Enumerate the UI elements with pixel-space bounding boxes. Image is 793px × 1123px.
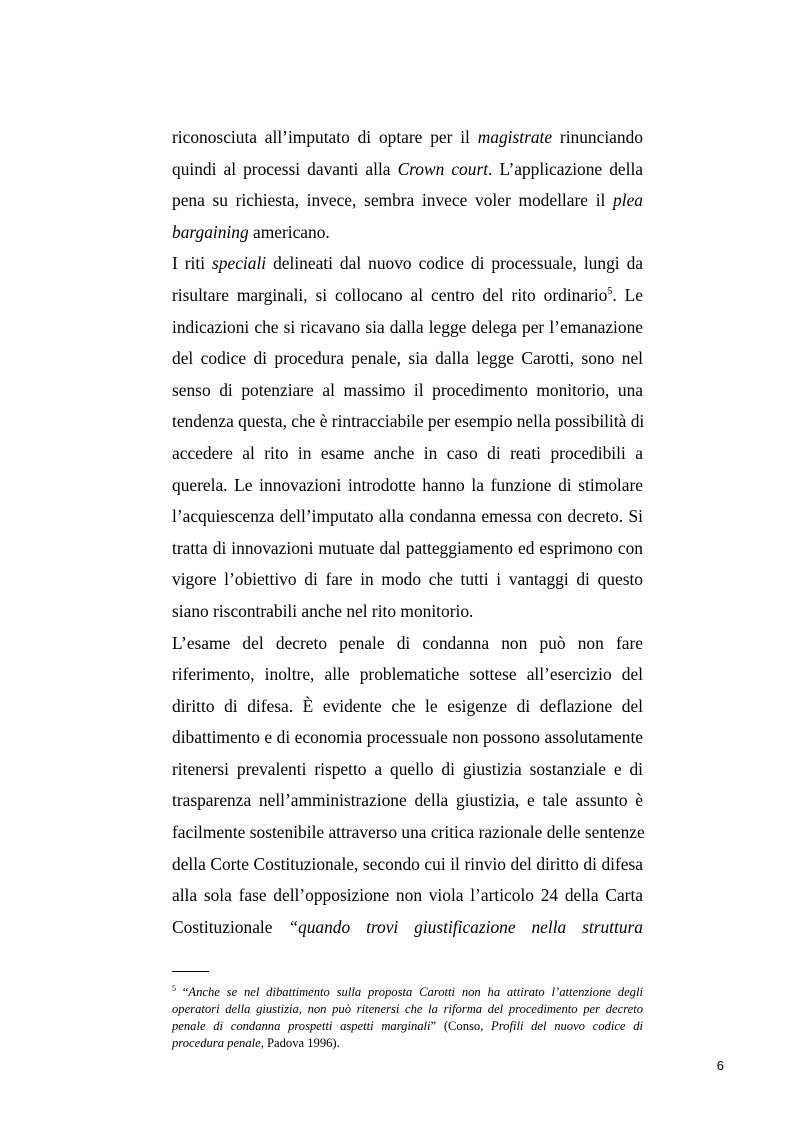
- text-line: [172, 984, 643, 1001]
- text-line: [172, 154, 643, 186]
- body-text: [172, 122, 643, 943]
- text-line: [172, 406, 643, 438]
- text-line: [172, 470, 643, 502]
- text-segment: . L’applicazione della: [488, 158, 643, 179]
- text-line: [172, 501, 643, 533]
- italic-text: penale di condanna prospetti aspetti marginali: [172, 1019, 431, 1033]
- text-line: [172, 375, 643, 407]
- text-segment: riferimento, inoltre, alle problematiche sottese all’esercizio del: [172, 664, 643, 685]
- text-segment: ritenersi prevalenti rispetto a quello di giustizia sostanziale e di: [172, 758, 643, 779]
- text-segment: querela. Le innovazioni introdotte hanno la funzione di stimolare: [172, 474, 643, 495]
- text-segment: l’acquiescenza dell’imputato alla condanna emessa con decreto. Si: [172, 506, 643, 527]
- footnote-reference: 5: [607, 286, 613, 298]
- text-line: [172, 185, 643, 217]
- text-segment: rinunciando: [552, 127, 643, 147]
- text-segment: delineati dal nuovo codice di processuale, lungi da: [266, 253, 643, 274]
- text-line: [172, 817, 643, 849]
- italic-text: Anche se nel dibattimento sulla proposta Carotti non ha attirato l’attenzione degli: [188, 985, 643, 999]
- italic-text: magistrate: [477, 127, 553, 147]
- text-line: [172, 343, 643, 375]
- text-segment: , Padova 1996).: [260, 1036, 340, 1050]
- text-line: [172, 248, 643, 280]
- text-segment: quindi al processi davanti alla: [172, 158, 398, 179]
- text-segment: diritto di difesa. È evidente che le esigenze di deflazione del: [172, 695, 643, 716]
- text-segment: trasparenza nell’amministrazione della giustizia, e tale assunto è: [172, 790, 643, 811]
- text-segment: tendenza questa, che è rintracciabile per esempio nella possibilità di: [172, 411, 645, 432]
- text-line: [172, 1018, 643, 1035]
- text-line: [172, 122, 643, 154]
- text-segment: Costituzionale: [172, 916, 289, 937]
- text-segment: accedere al rito in esame anche in caso di reati procedibili a: [172, 442, 643, 463]
- text-line: [172, 880, 643, 912]
- footnote-separator: [172, 971, 209, 972]
- text-line: [172, 533, 643, 565]
- italic-text: speciali: [212, 253, 267, 274]
- text-segment: ” (Conso,: [430, 1019, 492, 1033]
- text-segment: pena su richiesta, invece, sembra invece voler modellare il: [172, 190, 614, 211]
- text-segment: alla sola fase dell’opposizione non viola l’articolo 24 della Carta: [172, 885, 643, 906]
- text-line: [172, 564, 643, 596]
- text-segment: della Corte Costituzionale, secondo cui il rinvio del diritto di difesa: [172, 853, 643, 874]
- text-line: [172, 217, 643, 249]
- text-segment: dibattimento e di economia processuale non possono assolutamente: [172, 727, 643, 748]
- text-segment: indicazioni che si ricavano sia dalla legge delega per l’emanazione: [172, 316, 643, 337]
- text-segment: L’esame del decreto penale di condanna non può non fare: [172, 632, 643, 653]
- text-line: [172, 312, 643, 344]
- italic-text: procedura penale: [172, 1036, 261, 1050]
- italic-text: plea: [613, 190, 643, 211]
- text-line: [172, 1001, 643, 1018]
- text-segment: “: [176, 985, 189, 999]
- text-line: [172, 849, 643, 881]
- text-segment: risultare marginali, si collocano al centro del rito ordinario: [172, 284, 608, 305]
- text-segment: del codice di procedura penale, sia dalla legge Carotti, sono nel: [172, 348, 643, 369]
- page-number: 6: [716, 1058, 724, 1073]
- text-segment: tratta di innovazioni mutuate dal patteggiamento ed esprimono con: [172, 537, 643, 558]
- text-line: [172, 785, 643, 817]
- text-segment: vigore l’obiettivo di fare in modo che tutti i vantaggi di questo: [172, 569, 643, 590]
- text-segment: I riti: [172, 253, 213, 274]
- text-line: [172, 596, 643, 628]
- italic-text: bargaining: [172, 221, 249, 242]
- italic-text: “quando trovi giustificazione nella struttura: [288, 916, 643, 937]
- text-line: [172, 722, 643, 754]
- text-segment: siano riscontrabili anche nel rito monitorio.: [172, 600, 474, 621]
- italic-text: Profili del nuovo codice di: [491, 1019, 643, 1033]
- text-line: [172, 691, 643, 723]
- text-line: [172, 754, 643, 786]
- text-line: [172, 912, 643, 944]
- text-segment: riconosciuta all’imputato di optare per il: [172, 127, 478, 147]
- italic-text: Crown court: [397, 158, 489, 179]
- text-segment: senso di potenziare al massimo il procedimento monitorio, una: [172, 379, 643, 400]
- italic-text: operatori della giustizia, non può ritenersi che la riforma del procedimento per decreto: [172, 1002, 643, 1016]
- text-segment: . Le: [612, 284, 643, 305]
- text-line: [172, 1035, 643, 1052]
- text-line: [172, 659, 643, 691]
- text-line: [172, 280, 643, 312]
- text-line: [172, 438, 643, 470]
- text-segment: americano.: [248, 221, 330, 242]
- text-segment: facilmente sostenibile attraverso una critica razionale delle sentenze: [172, 822, 645, 843]
- footnote-reference: 5: [172, 983, 176, 993]
- text-line: [172, 628, 643, 660]
- footnote: [172, 984, 643, 1052]
